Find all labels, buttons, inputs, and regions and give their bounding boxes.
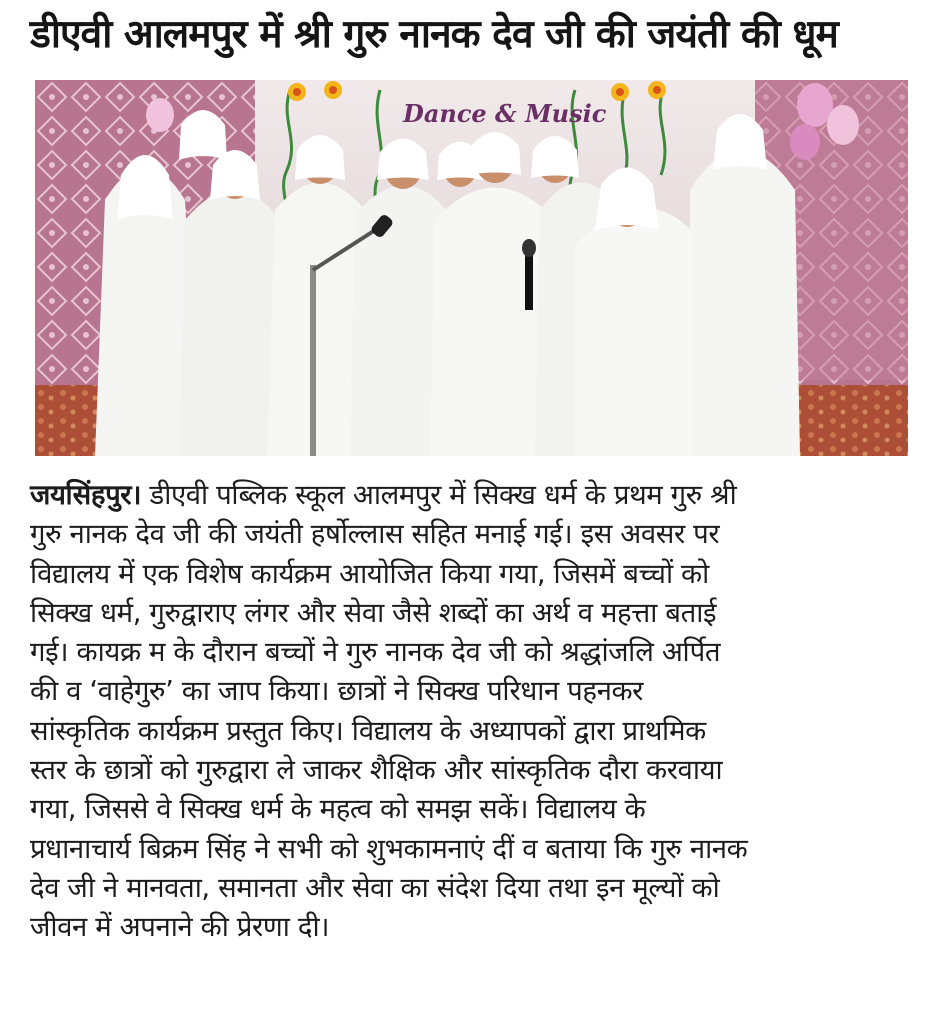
article-line-10: प्रधानाचार्य बिक्रम सिंह ने सभी को शुभकामनाएं दीं व बताया कि गुरु नानक	[30, 832, 748, 865]
news-photo	[35, 80, 908, 456]
article-line-5: गई। कायक्र म के दौरान बच्चों ने गुरु नानक देव जी को श्रद्धांजलि अर्पित	[30, 636, 721, 669]
banner-text: Dance & Music	[403, 99, 607, 128]
article-line-11: देव जी ने मानवता, समानता और सेवा का संदेश दिया तथा इन मूल्यों को	[30, 871, 720, 904]
stage-illustration	[35, 80, 908, 456]
article-line-4: सिक्ख धर्म, गुरुद्वाराए लंगर और सेवा जैसे शब्दों का अर्थ व महत्ता बताई	[30, 596, 717, 629]
dateline: जयसिंहपुर।	[30, 479, 142, 511]
article-line-7: सांस्कृतिक कार्यक्रम प्रस्तुत किए। विद्यालय के अध्यापकों द्वारा प्राथमिक	[30, 714, 706, 747]
article-line-2: गुरु नानक देव जी की जयंती हर्षोल्लास सहित मनाई गई। इस अवसर पर	[30, 518, 720, 551]
article-line-3: विद्यालय में एक विशेष कार्यक्रम आयोजित किया गया, जिसमें बच्चों को	[30, 557, 709, 590]
article-line-8: स्तर के छात्रों को गुरुद्वारा ले जाकर शैक्षिक और सांस्कृतिक दौरा करवाया	[30, 754, 723, 787]
article-line-9: गया, जिससे वे सिक्ख धर्म के महत्व को समझ सकें। विद्यालय के	[30, 793, 646, 826]
article-line-1-text: डीएवी पब्लिक स्कूल आलमपुर में सिक्ख धर्म के प्रथम गुरु श्री	[141, 479, 737, 511]
article-line-1	[30, 476, 930, 515]
article-line-12: जीवन में अपनाने की प्रेरणा दी।	[30, 911, 330, 944]
headline: डीएवी आलमपुर में श्री गुरु नानक देव जी की जयंती की धूम	[30, 12, 838, 57]
article-body	[30, 476, 930, 948]
article-line-6: की व ‘वाहेगुरु’ का जाप किया। छात्रों ने सिक्ख परिधान पहनकर	[30, 675, 644, 708]
